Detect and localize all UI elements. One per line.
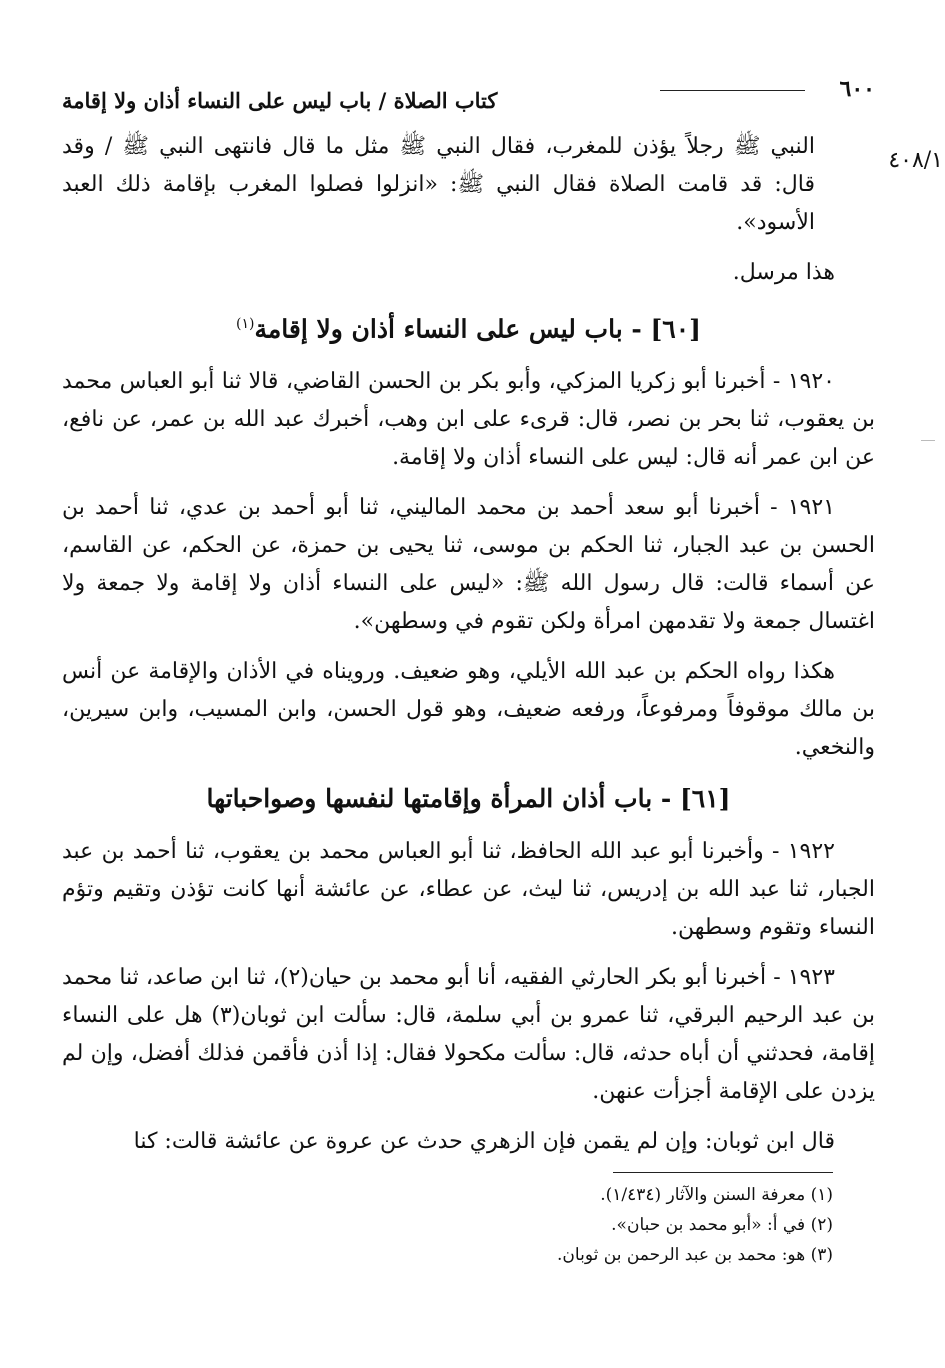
ibn-thawban-paragraph: قال ابن ثوبان: وإن لم يقمن فإن الزهري حدث عن عروة عن عائشة قالت: كنا — [133, 1129, 835, 1155]
page-number: ٦٠٠ — [839, 76, 875, 102]
chapter-60-heading — [62, 304, 875, 349]
chapter-61-heading: [٦١] - باب أذان المرأة وإقامتها لنفسها وصواحباتها — [206, 784, 731, 814]
footnotes — [62, 1180, 833, 1270]
mursal-note: هذا مرسل. — [732, 260, 835, 285]
footnote-1: (١) معرفة السنن والآثار (١/٤٣٤). — [600, 1185, 833, 1205]
edge-mark — [921, 440, 935, 441]
footnote-2: (٢) في أ: «أبو محمد بن حبان». — [611, 1215, 833, 1235]
page-body — [62, 128, 875, 1173]
chapter-60-footnote-ref: (١) — [236, 316, 255, 332]
footnote-3: (٣) هو: محمد بن عبد الرحمن بن ثوبان. — [557, 1245, 833, 1265]
margin-reference: ٤٠٨/١ — [888, 148, 943, 173]
running-title: كتاب الصلاة / باب ليس على النساء أذان ولا إقامة — [62, 88, 498, 113]
hadith-1920: ١٩٢٠ - أخبرنا أبو زكريا المزكي، وأبو بكر بن الحسن القاضي، قالا ثنا أبو العباس محمد بن يعقوب، ثنا بحر بن نصر، قال: قرىء على ابن وهب، أخبرك عبد الله بن عمر، عن نافع، عن ابن عمر أنه قال: ليس على النساء أذان ولا إقامة. — [62, 369, 875, 471]
page-header — [62, 70, 875, 118]
hadith-1923: ١٩٢٣ - أخبرنا أبو بكر الحارثي الفقيه، أنا أبو محمد بن حيان(٢)، ثنا ابن صاعد، ثنا محمد بن عبد الرحيم البرقي، ثنا عمرو بن أبي سلمة، قال: سألت ابن ثوبان(٣) هل على النساء إقامة، فحدثني أن أباه حدثه، قال: سألت مكحولا فقال: إذا أذن فأقمن فذلك أفضل، وإن لم يزدن على الإقامة أجزأت عنهن. — [62, 965, 875, 1105]
chapter-60-title: [٦٠] - باب ليس على النساء أذان ولا إقامة — [254, 314, 701, 344]
hadith-1921: ١٩٢١ - أخبرنا أبو سعد أحمد بن محمد الماليني، ثنا أبو أحمد بن عدي، ثنا أحمد بن الحسن بن عبد الجبار، ثنا الحكم بن موسى، ثنا يحيى بن حمزة، عن الحكم، عن القاسم، عن أسماء قالت: قال رسول الله ﷺ: «ليس على النساء أذان ولا إقامة ولا جمعة ولا اغتسال جمعة ولا تقدمهن امرأة ولكن تقوم في وسطهن». — [62, 495, 875, 635]
continued-paragraph: النبي ﷺ رجلاً يؤذن للمغرب، فقال النبي ﷺ مثل ما قال فانتهى النبي ﷺ / وقد قال: قد قامت الصلاة فقال النبي ﷺ: «انزلوا فصلوا المغرب بإقامة ذلك العبد الأسود». — [62, 134, 815, 235]
hadith-1922: ١٩٢٢ - وأخبرنا أبو عبد الله الحافظ، ثنا أبو العباس محمد بن يعقوب، ثنا أحمد بن عبد الجبار، ثنا عبد الله بن إدريس، ثنا ليث، عن عطاء، عن عائشة أنها كانت تؤذن وتقيم وتؤم النساء وتقوم وسطهن. — [62, 839, 875, 941]
header-rule — [660, 90, 805, 91]
footnote-rule — [613, 1172, 833, 1173]
commentary-paragraph: هكذا رواه الحكم بن عبد الله الأيلي، وهو ضعيف. ورويناه في الأذان والإقامة عن أنس بن مالك موقوفاً ومرفوعاً، ورفعه ضعيف، وهو قول الحسن، وابن المسيب، وابن سيرين، والنخعي. — [62, 659, 875, 761]
